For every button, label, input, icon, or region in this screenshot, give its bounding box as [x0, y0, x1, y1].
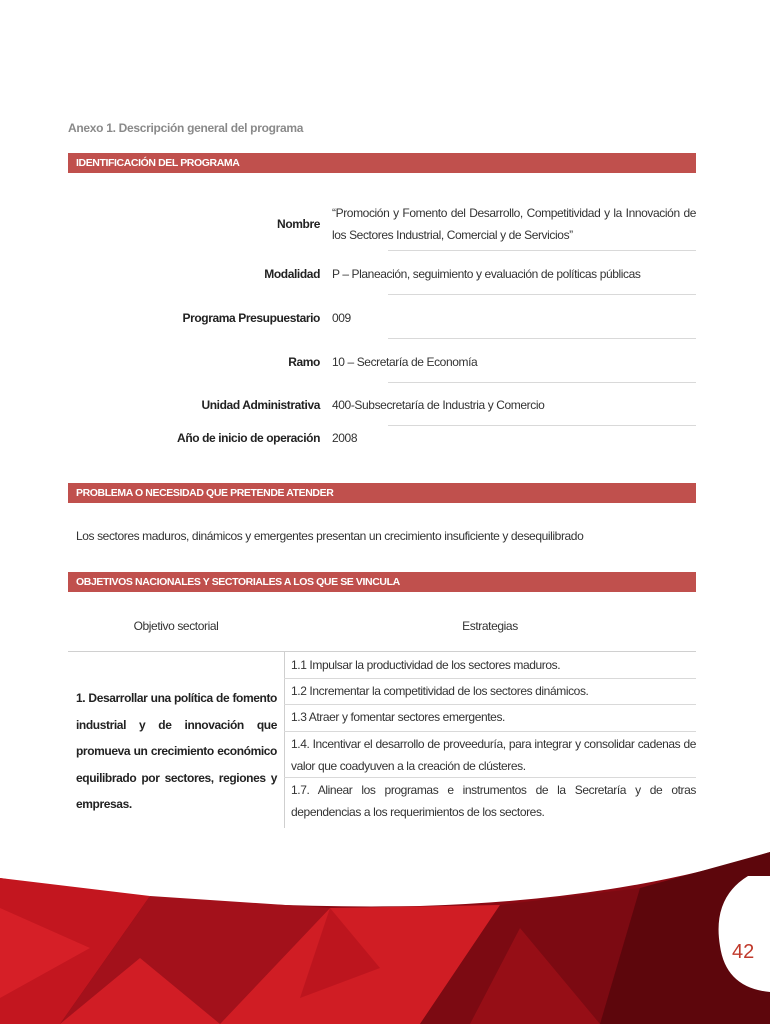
id-label-anio: Año de inicio de operación [177, 431, 320, 445]
strategies-column-header: Estrategias [462, 619, 518, 633]
section-header-problem: PROBLEMA O NECESIDAD QUE PRETENDE ATENDER [68, 483, 696, 503]
id-row-anio [68, 427, 696, 449]
id-label-ramo: Ramo [288, 354, 320, 369]
id-value-ramo: 10 – Secretaría de Economía [332, 354, 478, 369]
annex-title: Anexo 1. Descripción general del programa [68, 121, 304, 135]
id-value-unidad: 400-Subsecretaría de Industria y Comercio [332, 398, 545, 412]
strategy-item: 1.7. Alinear los programas e instrumentos de la Secretaría y de otras dependencias a los requerimientos de los sectores. [291, 783, 696, 819]
objectives-header-rule [68, 651, 696, 652]
sectoral-objective: 1. Desarrollar una política de fomento industrial y de innovación que promueva un crecimiento económico equilibrado por sectores, regiones y empresas. [76, 691, 277, 811]
id-value-nombre: “Promoción y Fomento del Desarrollo, Competitividad y la Innovación de los Sectores Industrial, Comercial y de Servicios” [332, 205, 696, 242]
page-number: 42 [732, 941, 755, 963]
strategy-item: 1.2 Incrementar la competitividad de los sectores dinámicos. [284, 680, 696, 705]
strategy-item: 1.4. Incentivar el desarrollo de proveeduría, para integrar y consolidar cadenas de valor que coadyuven a la creación de clústeres. [284, 733, 696, 778]
id-label-unidad: Unidad Administrativa [201, 398, 320, 412]
section-header-objectives: OBJETIVOS NACIONALES Y SECTORIALES A LOS QUE SE VINCULA [68, 572, 696, 592]
id-row-nombre [68, 196, 696, 251]
id-row-ramo [68, 340, 696, 383]
id-label-modalidad: Modalidad [264, 266, 320, 281]
decorative-footer-graphic [0, 848, 770, 1024]
id-value-programa: 009 [332, 310, 351, 325]
id-row-programa [68, 296, 696, 339]
strategy-item: 1.1 Impulsar la productividad de los sectores maduros. [284, 654, 696, 679]
id-label-programa: Programa Presupuestario [182, 310, 320, 325]
id-row-unidad [68, 384, 696, 426]
id-label-nombre: Nombre [277, 216, 320, 231]
id-value-modalidad: P – Planeación, seguimiento y evaluación de políticas públicas [332, 266, 641, 281]
strategy-item: 1.3 Atraer y fomentar sectores emergentes. [284, 706, 696, 732]
id-value-anio: 2008 [332, 431, 358, 445]
problem-text: Los sectores maduros, dinámicos y emergentes presentan un crecimiento insuficiente y desequilibrado [76, 529, 584, 543]
id-row-modalidad [68, 252, 696, 295]
objective-column-header: Objetivo sectorial [133, 619, 219, 633]
section-header-identification: IDENTIFICACIÓN DEL PROGRAMA [68, 153, 696, 173]
